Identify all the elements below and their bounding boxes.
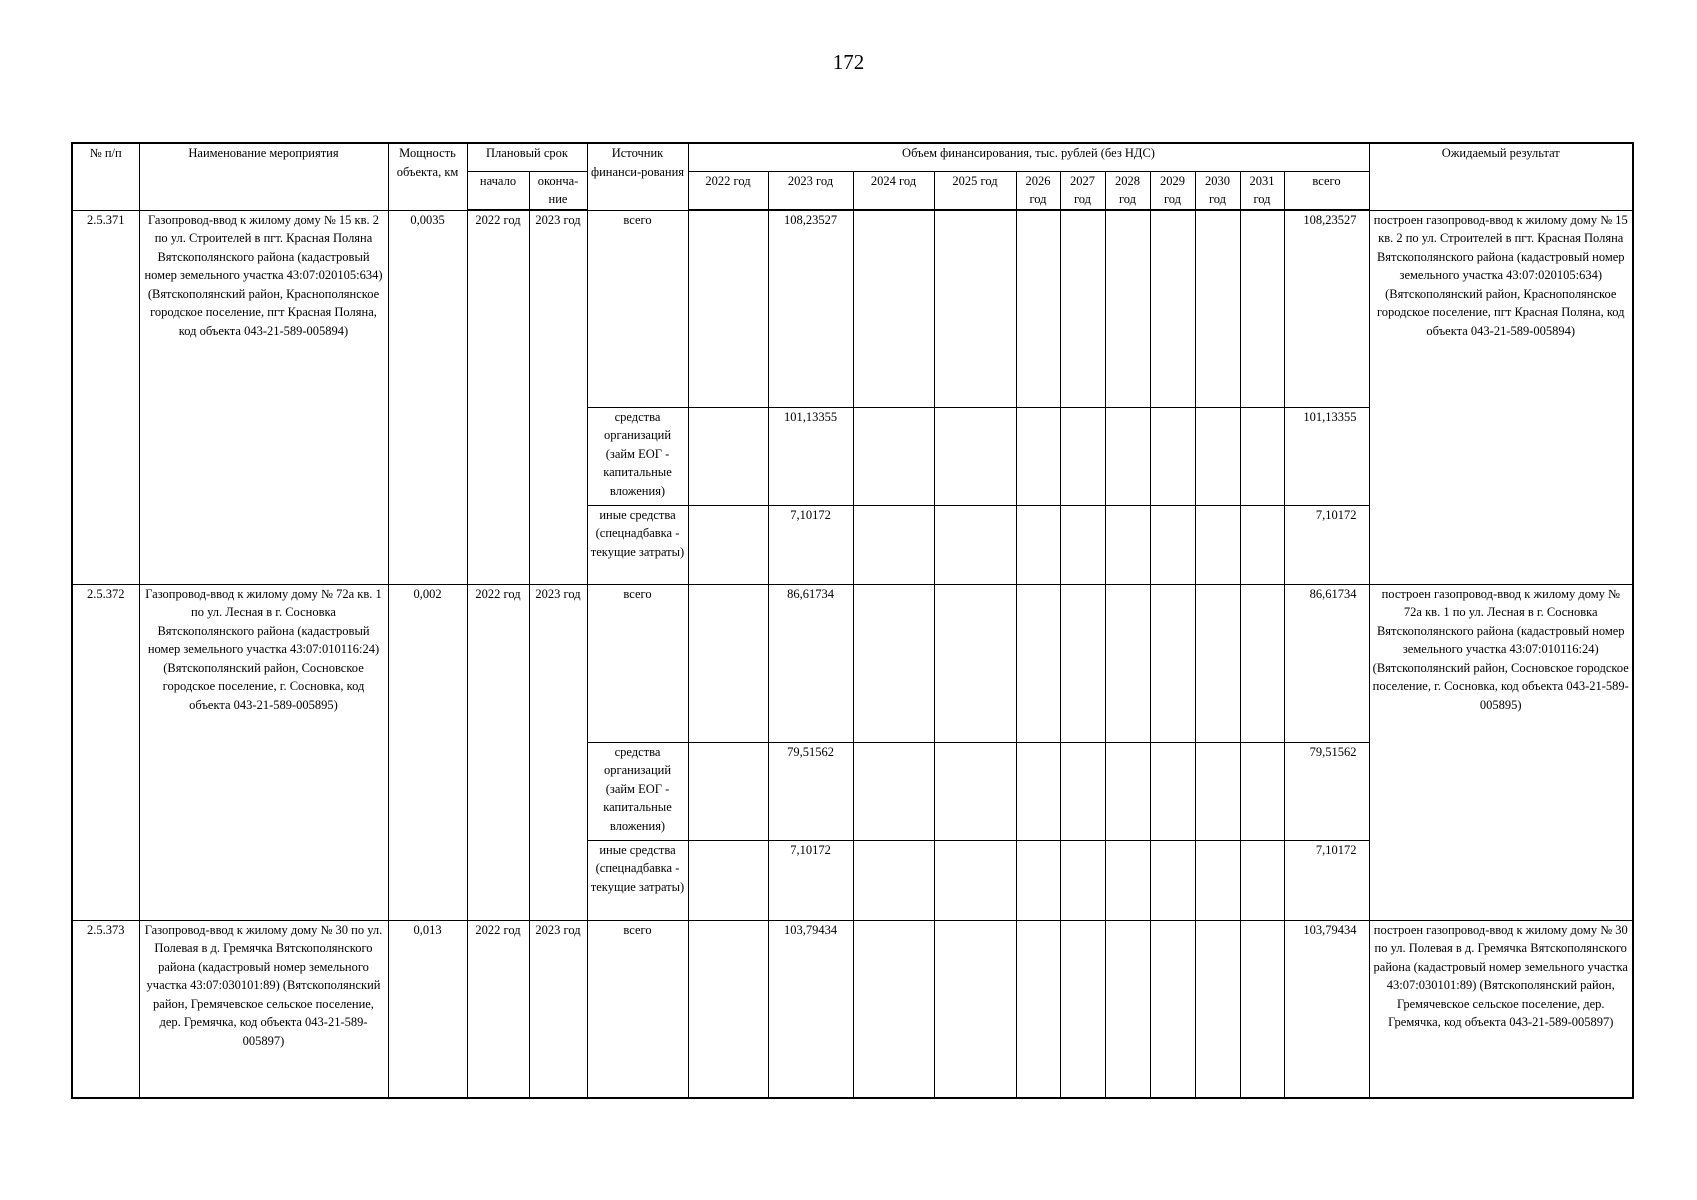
source-label: иные средства (спецнадбавка - текущие затраты) bbox=[587, 840, 688, 920]
value-2023: 7,10172 bbox=[768, 840, 853, 920]
header-source: Источник финанси-рования bbox=[587, 143, 688, 210]
row-end: 2023 год bbox=[529, 584, 587, 920]
row-capacity: 0,013 bbox=[388, 920, 467, 1098]
row-result: построен газопровод-ввод к жилому дому № 15 кв. 2 по ул. Строителей в пгт. Красная Поляна Вятскополянского района (кадастровый номер земельного участка 43:07:020105:634) (Вятскополянский район, Краснополянское городское поселение, пгт Красная Поляна, код объекта 043-21-589-005894) bbox=[1369, 210, 1633, 584]
header-start: начало bbox=[467, 171, 529, 210]
value-total: 7,10172 bbox=[1284, 840, 1369, 920]
value-2023: 79,51562 bbox=[768, 742, 853, 840]
row-name: Газопровод-ввод к жилому дому № 30 по ул. Полевая в д. Гремячка Вятскополянского района (кадастровый номер земельного участка 43:07:030101:89) (Вятскополянский район, Гремячевское сельское поселение, дер. Гремячка, код объекта 043-21-589-005897) bbox=[139, 920, 388, 1098]
row-result: построен газопровод-ввод к жилому дому № 72а кв. 1 по ул. Лесная в г. Сосновка Вятскополянского района (кадастровый номер земельного участка 43:07:010116:24) (Вятскополянский район, Сосновское городское поселение, г. Сосновка, код объекта 043-21-589-005895) bbox=[1369, 584, 1633, 920]
row-result: построен газопровод-ввод к жилому дому № 30 по ул. Полевая в д. Гремячка Вятскополянского района (кадастровый номер земельного участка 43:07:030101:89) (Вятскополянский район, Гремячевское сельское поселение, дер. Гремячка, код объекта 043-21-589-005897) bbox=[1369, 920, 1633, 1098]
source-label: всего bbox=[587, 210, 688, 407]
value-total: 7,10172 bbox=[1284, 505, 1369, 584]
value-2023: 108,23527 bbox=[768, 210, 853, 407]
value-total: 101,13355 bbox=[1284, 407, 1369, 505]
table-row bbox=[72, 584, 1633, 742]
header-year-2027: 2027 год bbox=[1060, 171, 1105, 210]
header-year-2029: 2029 год bbox=[1150, 171, 1195, 210]
header-num: № п/п bbox=[72, 143, 139, 210]
header-year-2031: 2031 год bbox=[1240, 171, 1284, 210]
header-year-2026: 2026 год bbox=[1016, 171, 1060, 210]
row-end: 2023 год bbox=[529, 920, 587, 1098]
source-label: средства организаций (займ ЕОГ - капитальные вложения) bbox=[587, 407, 688, 505]
value-2023: 86,61734 bbox=[768, 584, 853, 742]
row-capacity: 0,0035 bbox=[388, 210, 467, 584]
table-row bbox=[72, 920, 1633, 1098]
row-num: 2.5.371 bbox=[72, 210, 139, 584]
row-end: 2023 год bbox=[529, 210, 587, 584]
header-result: Ожидаемый результат bbox=[1369, 143, 1633, 210]
row-num: 2.5.372 bbox=[72, 584, 139, 920]
source-label: средства организаций (займ ЕОГ - капитальные вложения) bbox=[587, 742, 688, 840]
row-name: Газопровод-ввод к жилому дому № 72а кв. 1 по ул. Лесная в г. Сосновка Вятскополянского района (кадастровый номер земельного участка 43:07:010116:24) (Вятскополянский район, Сосновское городское поселение, г. Сосновка, код объекта 043-21-589-005895) bbox=[139, 584, 388, 920]
value-total: 79,51562 bbox=[1284, 742, 1369, 840]
value-2023: 7,10172 bbox=[768, 505, 853, 584]
header-year-2030: 2030 год bbox=[1195, 171, 1240, 210]
row-name: Газопровод-ввод к жилому дому № 15 кв. 2 по ул. Строителей в пгт. Красная Поляна Вятскополянского района (кадастровый номер земельного участка 43:07:020105:634) (Вятскополянский район, Краснополянское городское поселение, пгт Красная Поляна, код объекта 043-21-589-005894) bbox=[139, 210, 388, 584]
header-capacity: Мощность объекта, км bbox=[388, 143, 467, 210]
row-capacity: 0,002 bbox=[388, 584, 467, 920]
header-year-2023: 2023 год bbox=[768, 171, 853, 210]
header-period: Плановый срок bbox=[467, 143, 587, 171]
header-year-2024: 2024 год bbox=[853, 171, 934, 210]
header-end: оконча-ние bbox=[529, 171, 587, 210]
header-year-2025: 2025 год bbox=[934, 171, 1016, 210]
row-start: 2022 год bbox=[467, 920, 529, 1098]
financing-table bbox=[71, 142, 1634, 1099]
value-2023: 101,13355 bbox=[768, 407, 853, 505]
header-name: Наименование мероприятия bbox=[139, 143, 388, 210]
value-total: 103,79434 bbox=[1284, 920, 1369, 1098]
source-label: всего bbox=[587, 584, 688, 742]
page-number: 172 bbox=[832, 50, 865, 74]
value-total: 86,61734 bbox=[1284, 584, 1369, 742]
row-start: 2022 год bbox=[467, 584, 529, 920]
value-2023: 103,79434 bbox=[768, 920, 853, 1098]
row-start: 2022 год bbox=[467, 210, 529, 584]
source-label: иные средства (спецнадбавка - текущие затраты) bbox=[587, 505, 688, 584]
header-total: всего bbox=[1284, 171, 1369, 210]
source-label: всего bbox=[587, 920, 688, 1098]
row-num: 2.5.373 bbox=[72, 920, 139, 1098]
table-row bbox=[72, 210, 1633, 407]
value-total: 108,23527 bbox=[1284, 210, 1369, 407]
header-volume: Объем финансирования, тыс. рублей (без НДС) bbox=[688, 143, 1369, 171]
header-year-2028: 2028 год bbox=[1105, 171, 1150, 210]
header-year-2022: 2022 год bbox=[688, 171, 768, 210]
